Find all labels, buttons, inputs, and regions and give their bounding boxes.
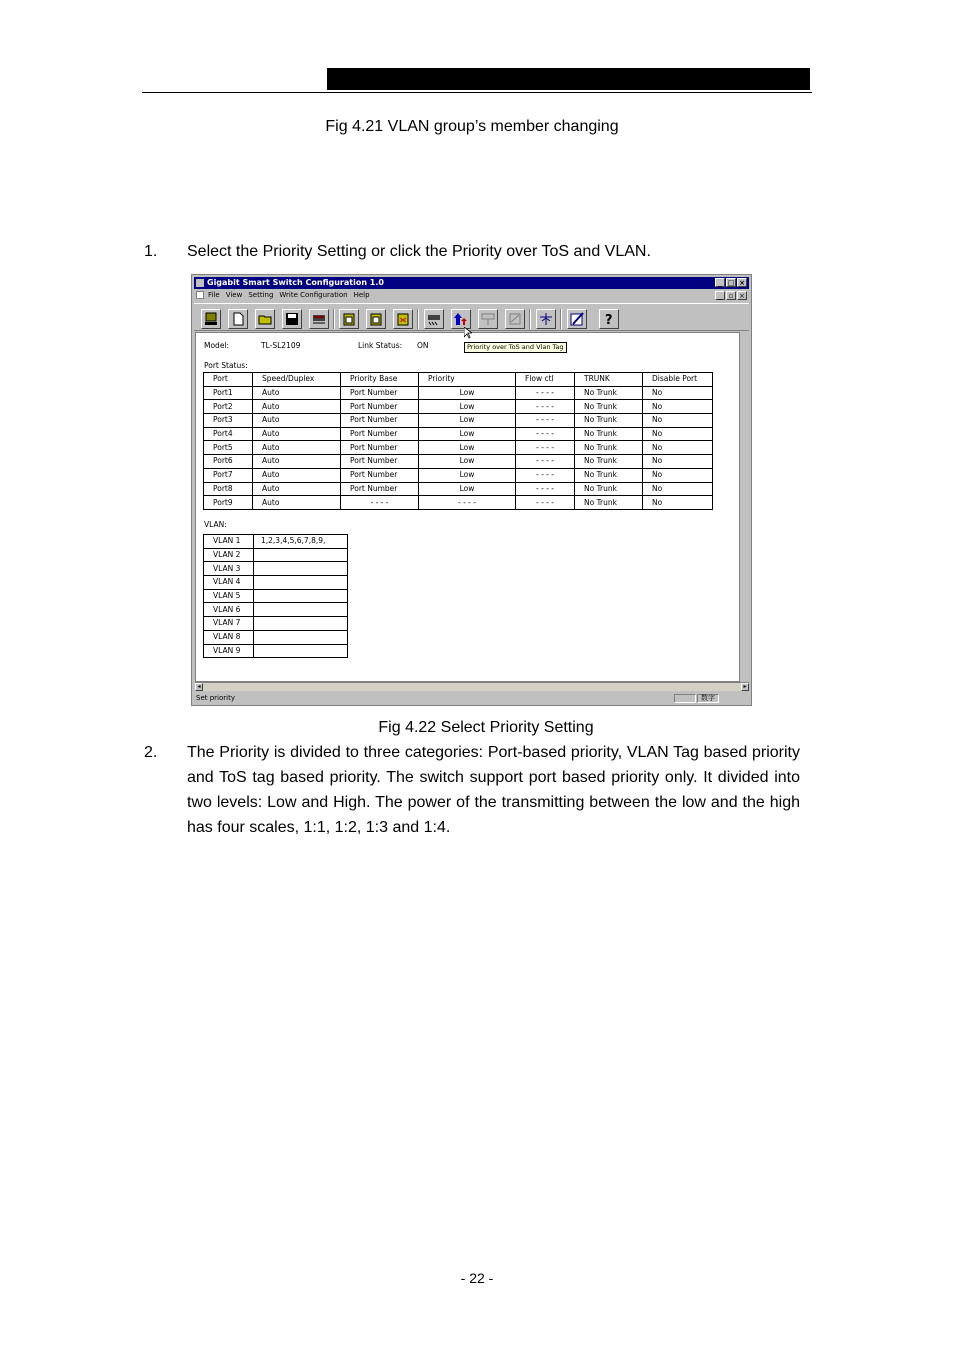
priority-base-cell: - - - - [341,496,419,510]
vlan-name-cell: VLAN 7 [204,617,254,631]
status-text: Set priority [196,694,235,702]
flow-cell: - - - - [516,468,575,482]
vlan-name-cell: VLAN 8 [204,630,254,644]
table-row[interactable] [204,603,348,617]
column-header: TRUNK [575,373,643,387]
column-header: Disable Port [643,373,713,387]
menu-bar [194,290,749,301]
status-bar [194,693,749,704]
header-bar [327,68,810,90]
speed-cell: Auto [253,386,341,400]
port-cell: Port2 [204,400,253,414]
step-2-number: 2. [144,744,158,761]
priority-cell: Low [419,400,516,414]
doc-minimize-icon[interactable]: _ [715,291,725,300]
table-row[interactable] [204,455,713,469]
vlan-members-cell [254,644,348,658]
doc-restore-icon[interactable]: ▫ [726,291,736,300]
vertical-scrollbar[interactable] [740,332,749,682]
priority-base-cell: Port Number [341,386,419,400]
vlan-members-cell: 1,2,3,4,5,6,7,8,9, [254,535,348,549]
network-icon[interactable] [309,309,329,329]
vlan-icon[interactable] [478,309,498,329]
table-row[interactable] [204,576,348,590]
port-cell: Port6 [204,455,253,469]
disable-cell: No [643,468,713,482]
table-row[interactable] [204,562,348,576]
port-cell: Port7 [204,468,253,482]
speed-cell: Auto [253,400,341,414]
flow-cell: - - - - [516,400,575,414]
disable-cell: No [643,400,713,414]
vlan-name-cell: VLAN 5 [204,589,254,603]
fig-4-22-caption: Fig 4.22 Select Priority Setting [378,719,594,736]
trunk-cell: No Trunk [575,441,643,455]
priority-cell: Low [419,414,516,428]
vlan-name-cell: VLAN 2 [204,548,254,562]
priority-base-cell: Port Number [341,414,419,428]
clipboard2-icon[interactable] [366,309,386,329]
column-header: Priority Base [341,373,419,387]
table-header-row [204,373,713,387]
menu-file[interactable]: File [208,291,220,299]
save-icon[interactable] [282,309,302,329]
table-row[interactable] [204,468,713,482]
priority-base-cell: Port Number [341,482,419,496]
port-cell: Port8 [204,482,253,496]
fig-4-21-caption: Fig 4.21 VLAN group’s member changing [325,118,619,135]
port-cell: Port9 [204,496,253,510]
vlan-name-cell: VLAN 3 [204,562,254,576]
trunk-cell: No Trunk [575,427,643,441]
table-row[interactable] [204,386,713,400]
port-cell: Port5 [204,441,253,455]
window-title: Gigabit Smart Switch Configuration 1.0 [207,278,384,287]
column-header: Port [204,373,253,387]
disable-cell: No [643,482,713,496]
table-row[interactable] [204,400,713,414]
vlan-members-cell [254,589,348,603]
disable-cell: No [643,455,713,469]
trunk-icon[interactable] [505,309,525,329]
vlan-table [203,534,348,658]
priority-base-cell: Port Number [341,427,419,441]
mouse-cursor-icon [464,327,472,339]
menu-help[interactable]: Help [353,291,370,299]
disable-cell: No [643,386,713,400]
doc-close-icon[interactable]: × [737,291,747,300]
step-2-text: The Priority is divided to three categories: Port-based priority, VLAN Tag based priority and ToS tag based priority. The switch support port based priority only. It divided into two levels: Low and High. The power of the transmitting between the low and the high has four scales, 1:1, 1:2, 1:3 and 1:4. [187,744,800,836]
mirror-icon[interactable] [536,309,556,329]
svg-text:?: ? [605,313,613,326]
table-row[interactable] [204,644,348,658]
priority-cell: Low [419,468,516,482]
trunk-cell: No Trunk [575,496,643,510]
flow-cell: - - - - [516,427,575,441]
priority-cell: Low [419,386,516,400]
client-area [195,332,740,682]
horizontal-scrollbar[interactable] [195,682,749,691]
speed-cell: Auto [253,482,341,496]
table-row[interactable] [204,548,348,562]
vlan-members-cell [254,603,348,617]
trunk-cell: No Trunk [575,414,643,428]
disable-cell: No [643,496,713,510]
table-row[interactable] [204,441,713,455]
port-cell: Port4 [204,427,253,441]
page-number: - 22 - [460,1270,494,1286]
priority-base-cell: Port Number [341,400,419,414]
port-icon[interactable] [424,309,444,329]
flow-cell: - - - - [516,386,575,400]
status-panel-empty [674,694,696,703]
document-icon [196,291,204,299]
vlan-members-cell [254,548,348,562]
table-row[interactable] [204,496,713,510]
speed-cell: Auto [253,496,341,510]
vlan-members-cell [254,630,348,644]
maximize-icon[interactable]: □ [727,279,735,287]
priority-cell: Low [419,482,516,496]
vlan-members-cell [254,562,348,576]
speed-cell: Auto [253,441,341,455]
priority-cell: Low [419,441,516,455]
scroll-right-icon[interactable]: ▸ [741,683,749,691]
vlan-members-cell [254,576,348,590]
tooltip: Priority over ToS and Vlan Tag [464,342,567,353]
priority-base-cell: Port Number [341,468,419,482]
step-1-text: Select the Priority Setting or click the Priority over ToS and VLAN. [187,243,651,260]
priority-icon[interactable] [451,309,471,329]
flow-cell: - - - - [516,455,575,469]
table-row[interactable] [204,427,713,441]
link-status-value: ON [417,341,429,350]
close-icon[interactable]: × [737,278,747,287]
priority-cell: Low [419,455,516,469]
vlan-name-cell: VLAN 9 [204,644,254,658]
minimize-icon[interactable]: _ [715,278,725,287]
column-header: Speed/Duplex [253,373,341,387]
clipboard3-icon[interactable] [393,309,413,329]
header-rule [142,92,812,93]
menu-write-configuration[interactable]: Write Configuration [279,291,348,299]
table-row[interactable] [204,535,348,549]
port-status-label: Port Status: [204,361,248,370]
priority-base-cell: Port Number [341,441,419,455]
app-window-screenshot [191,274,752,706]
vlan-label: VLAN: [204,520,227,529]
new-icon[interactable] [228,309,248,329]
model-label: Model: [204,341,230,350]
open-icon[interactable] [255,309,275,329]
flow-cell: - - - - [516,496,575,510]
speed-cell: Auto [253,455,341,469]
trunk-cell: No Trunk [575,455,643,469]
vlan-name-cell: VLAN 1 [204,535,254,549]
flow-cell: - - - - [516,482,575,496]
port-cell: Port3 [204,414,253,428]
priority-cell: - - - - [419,496,516,510]
table-row[interactable] [204,414,713,428]
trunk-cell: No Trunk [575,482,643,496]
column-header: Priority [419,373,516,387]
disable-cell: No [643,441,713,455]
menu-view[interactable]: View [225,291,243,299]
table-row[interactable] [204,630,348,644]
port-status-table [203,372,713,510]
disable-cell: No [643,414,713,428]
status-panel-numlock: 数字 [697,694,719,703]
trunk-cell: No Trunk [575,386,643,400]
table-row[interactable] [204,589,348,603]
trunk-cell: No Trunk [575,400,643,414]
vlan-name-cell: VLAN 4 [204,576,254,590]
disable-cell: No [643,427,713,441]
table-row[interactable] [204,482,713,496]
app-icon [196,279,204,287]
clipboard-icon[interactable] [339,309,359,329]
port-cell: Port1 [204,386,253,400]
step-1-number: 1. [144,243,158,260]
edit-icon[interactable] [567,309,587,329]
vlan-members-cell [254,617,348,631]
help-icon[interactable] [599,309,619,329]
model-value: TL-SL2109 [261,341,301,350]
priority-cell: Low [419,427,516,441]
computer-icon[interactable] [201,309,221,329]
speed-cell: Auto [253,414,341,428]
column-header: Flow ctl [516,373,575,387]
scroll-left-icon[interactable]: ◂ [195,683,203,691]
trunk-cell: No Trunk [575,468,643,482]
speed-cell: Auto [253,427,341,441]
speed-cell: Auto [253,468,341,482]
table-row[interactable] [204,617,348,631]
flow-cell: - - - - [516,414,575,428]
link-status-label: Link Status: [358,341,403,350]
menu-setting[interactable]: Setting [248,291,274,299]
title-bar [194,277,749,289]
priority-base-cell: Port Number [341,455,419,469]
vlan-name-cell: VLAN 6 [204,603,254,617]
flow-cell: - - - - [516,441,575,455]
